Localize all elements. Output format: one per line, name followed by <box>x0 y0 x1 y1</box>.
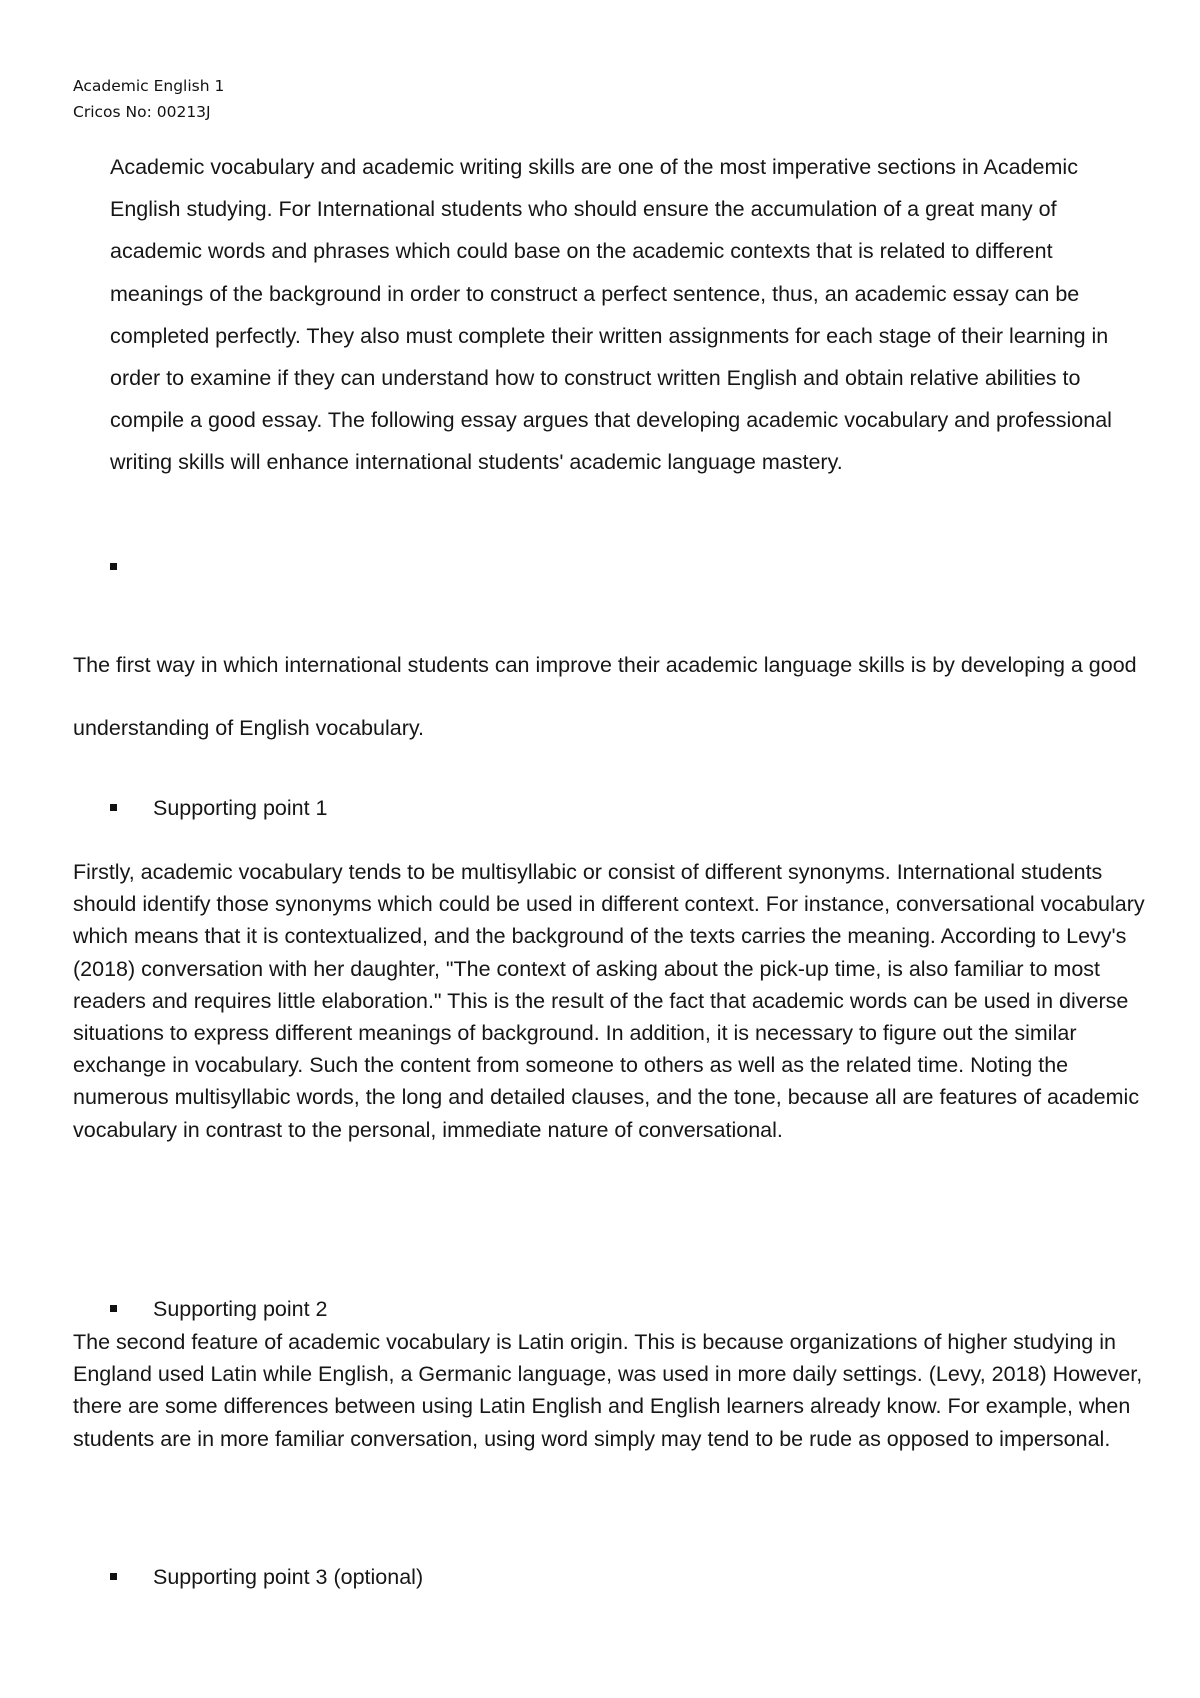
topic-sentence: The first way in which international students can improve their academic language skills is by developing a good understanding of English vocabulary. <box>73 653 1137 740</box>
supporting-point-2-heading <box>110 1294 328 1324</box>
document-header <box>73 73 224 125</box>
supporting-point-3-heading <box>110 1562 423 1592</box>
cricos-number: Cricos No: 00213J <box>73 103 211 121</box>
supporting-point-1-text: Firstly, academic vocabulary tends to be multisyllabic or consist of different synonyms. International students should identify those synonyms which could be used in different context. For instance, conversational vocabulary which means that it is contextualized, and the background of the texts carries the meaning. According to Levy's (2018) conversation with her daughter, "The context of asking about the pick-up time, is also familiar to most readers and requires little elaboration." This is the result of the fact that academic words can be used in diverse situations to express different meanings of background. In addition, it is necessary to figure out the similar exchange in vocabulary. Such the content from someone to others as well as the related time. Noting the numerous multisyllabic words, the long and detailed clauses, and the tone, because all are features of academic vocabulary in contrast to the personal, immediate nature of conversational. <box>73 860 1145 1142</box>
bullet-square-icon <box>110 1305 117 1312</box>
intro-paragraph: Academic vocabulary and academic writing skills are one of the most imperative sections in Academic English studying. For International students who should ensure the accumulation of a great many of academic words and phrases which could base on the academic contexts that is related to different meanings of the background in order to construct a perfect sentence, thus, an academic essay can be completed perfectly. They also must complete their written assignments for each stage of their learning in order to examine if they can understand how to construct written English and obtain relative abilities to compile a good essay. The following essay argues that developing academic vocabulary and professional writing skills will enhance international students' academic language mastery. <box>110 155 1112 475</box>
supporting-point-2-text: The second feature of academic vocabulary is Latin origin. This is because organizations of higher studying in England used Latin while English, a Germanic language, was used in more daily settings. (Levy, 2018) However, there are some differences between using Latin English and English learners already know. For example, when students are in more familiar conversation, using word simply may tend to be rude as opposed to impersonal. <box>73 1330 1143 1451</box>
supporting-point-label: Supporting point 1 <box>152 796 328 820</box>
supporting-point-label: Supporting point 3 (optional) <box>152 1565 424 1589</box>
course-title: Academic English 1 <box>73 77 225 95</box>
bullet-square-icon <box>110 1573 117 1580</box>
bullet-square-icon <box>110 804 117 811</box>
supporting-point-label: Supporting point 2 <box>152 1297 328 1321</box>
bullet-square-icon <box>110 563 117 570</box>
supporting-point-1-heading <box>110 793 328 823</box>
empty-bullet <box>110 552 117 582</box>
